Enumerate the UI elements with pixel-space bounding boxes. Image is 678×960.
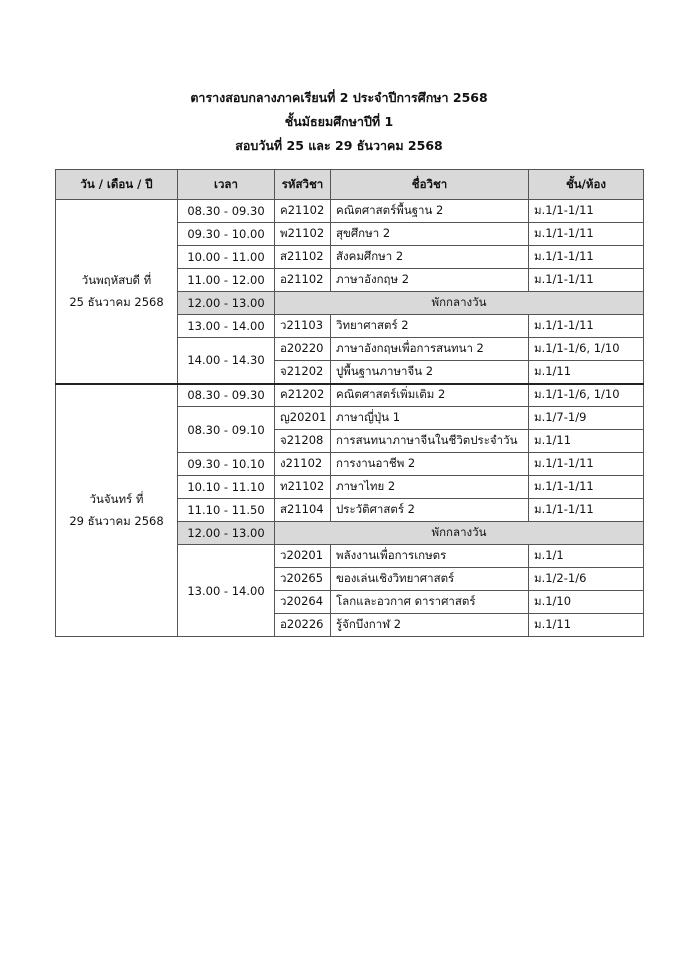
time-cell: 14.00 - 14.30 — [178, 338, 275, 384]
room-cell: ม.1/1-1/11 — [529, 269, 644, 292]
time-cell: 08.30 - 09.30 — [178, 384, 275, 407]
room-cell: ม.1/7-1/9 — [529, 407, 644, 430]
subject-cell: การงานอาชีพ 2 — [331, 453, 529, 476]
room-cell: ม.1/1-1/6, 1/10 — [529, 384, 644, 407]
exam-schedule-table — [55, 169, 644, 637]
room-cell: ม.1/1-1/11 — [529, 499, 644, 522]
subject-cell: ภาษาญี่ปุ่น 1 — [331, 407, 529, 430]
table-header-row — [56, 170, 644, 200]
column-header-room: ชั้น/ห้อง — [529, 170, 644, 200]
weekday-label: วันพฤหัสบดี ที่ — [81, 273, 152, 288]
room-cell: ม.1/10 — [529, 591, 644, 614]
code-cell: อ21102 — [275, 269, 331, 292]
code-cell: ว20201 — [275, 545, 331, 568]
subject-cell: คณิตศาสตร์พื้นฐาน 2 — [331, 200, 529, 223]
column-header-date: วัน / เดือน / ปี — [56, 170, 178, 200]
document-title — [0, 86, 678, 158]
code-cell: จ21202 — [275, 361, 331, 384]
room-cell: ม.1/2-1/6 — [529, 568, 644, 591]
time-cell: 08.30 - 09.10 — [178, 407, 275, 453]
subject-cell: ภาษาอังกฤษ 2 — [331, 269, 529, 292]
code-cell: ส21104 — [275, 499, 331, 522]
column-header-code: รหัสวิชา — [275, 170, 331, 200]
room-cell: ม.1/1-1/11 — [529, 315, 644, 338]
code-cell: ว20264 — [275, 591, 331, 614]
subject-cell: พลังงานเพื่อการเกษตร — [331, 545, 529, 568]
date-cell-day1 — [56, 200, 178, 384]
table-row — [56, 200, 644, 223]
room-cell: ม.1/1-1/11 — [529, 246, 644, 269]
code-cell: ค21102 — [275, 200, 331, 223]
code-cell: จ21208 — [275, 430, 331, 453]
time-cell: 11.10 - 11.50 — [178, 499, 275, 522]
subject-cell: สุขศึกษา 2 — [331, 223, 529, 246]
code-cell: ท21102 — [275, 476, 331, 499]
subject-cell: ปูพื้นฐานภาษาจีน 2 — [331, 361, 529, 384]
date-label: 25 ธันวาคม 2568 — [69, 295, 164, 310]
subject-cell: วิทยาศาสตร์ 2 — [331, 315, 529, 338]
column-header-subject: ชื่อวิชา — [331, 170, 529, 200]
time-cell: 13.00 - 14.00 — [178, 315, 275, 338]
lunch-break-label: พักกลางวัน — [275, 292, 644, 315]
subject-cell: ภาษาไทย 2 — [331, 476, 529, 499]
subject-cell: ประวัติศาสตร์ 2 — [331, 499, 529, 522]
room-cell: ม.1/1 — [529, 545, 644, 568]
time-cell: 13.00 - 14.00 — [178, 545, 275, 637]
room-cell: ม.1/11 — [529, 361, 644, 384]
code-cell: พ21102 — [275, 223, 331, 246]
subject-cell: สังคมศึกษา 2 — [331, 246, 529, 269]
subject-cell: ของเล่นเชิงวิทยาศาสตร์ — [331, 568, 529, 591]
code-cell: ว20265 — [275, 568, 331, 591]
subject-cell: ภาษาอังกฤษเพื่อการสนทนา 2 — [331, 338, 529, 361]
room-cell: ม.1/1-1/11 — [529, 200, 644, 223]
room-cell: ม.1/1-1/6, 1/10 — [529, 338, 644, 361]
time-cell: 09.30 - 10.10 — [178, 453, 275, 476]
subject-cell: รู้จักบึงกาฬ 2 — [331, 614, 529, 637]
room-cell: ม.1/11 — [529, 614, 644, 637]
break-time-cell: 12.00 - 13.00 — [178, 522, 275, 545]
date-cell-day2 — [56, 384, 178, 637]
lunch-break-label: พักกลางวัน — [275, 522, 644, 545]
time-cell: 08.30 - 09.30 — [178, 200, 275, 223]
title-grade-level: ชั้นมัธยมศึกษาปีที่ 1 — [284, 114, 394, 129]
code-cell: อ20226 — [275, 614, 331, 637]
subject-cell: โลกและอวกาศ ดาราศาสตร์ — [331, 591, 529, 614]
code-cell: อ20220 — [275, 338, 331, 361]
code-cell: ง21102 — [275, 453, 331, 476]
time-cell: 11.00 - 12.00 — [178, 269, 275, 292]
code-cell: ส21102 — [275, 246, 331, 269]
subject-cell: การสนทนาภาษาจีนในชีวิตประจำวัน — [331, 430, 529, 453]
column-header-time: เวลา — [178, 170, 275, 200]
date-label: 29 ธันวาคม 2568 — [69, 514, 164, 529]
title-exam-dates: สอบวันที่ 25 และ 29 ธันวาคม 2568 — [235, 138, 443, 153]
time-cell: 09.30 - 10.00 — [178, 223, 275, 246]
room-cell: ม.1/1-1/11 — [529, 453, 644, 476]
time-cell: 10.10 - 11.10 — [178, 476, 275, 499]
room-cell: ม.1/1-1/11 — [529, 223, 644, 246]
code-cell: ค21202 — [275, 384, 331, 407]
title-exam-schedule: ตารางสอบกลางภาคเรียนที่ 2 ประจำปีการศึกษา 2568 — [190, 90, 488, 105]
time-cell: 10.00 - 11.00 — [178, 246, 275, 269]
code-cell: ญ20201 — [275, 407, 331, 430]
table-row — [56, 384, 644, 407]
room-cell: ม.1/11 — [529, 430, 644, 453]
weekday-label: วันจันทร์ ที่ — [89, 492, 144, 507]
break-time-cell: 12.00 - 13.00 — [178, 292, 275, 315]
subject-cell: คณิตศาสตร์เพิ่มเติม 2 — [331, 384, 529, 407]
room-cell: ม.1/1-1/11 — [529, 476, 644, 499]
code-cell: ว21103 — [275, 315, 331, 338]
